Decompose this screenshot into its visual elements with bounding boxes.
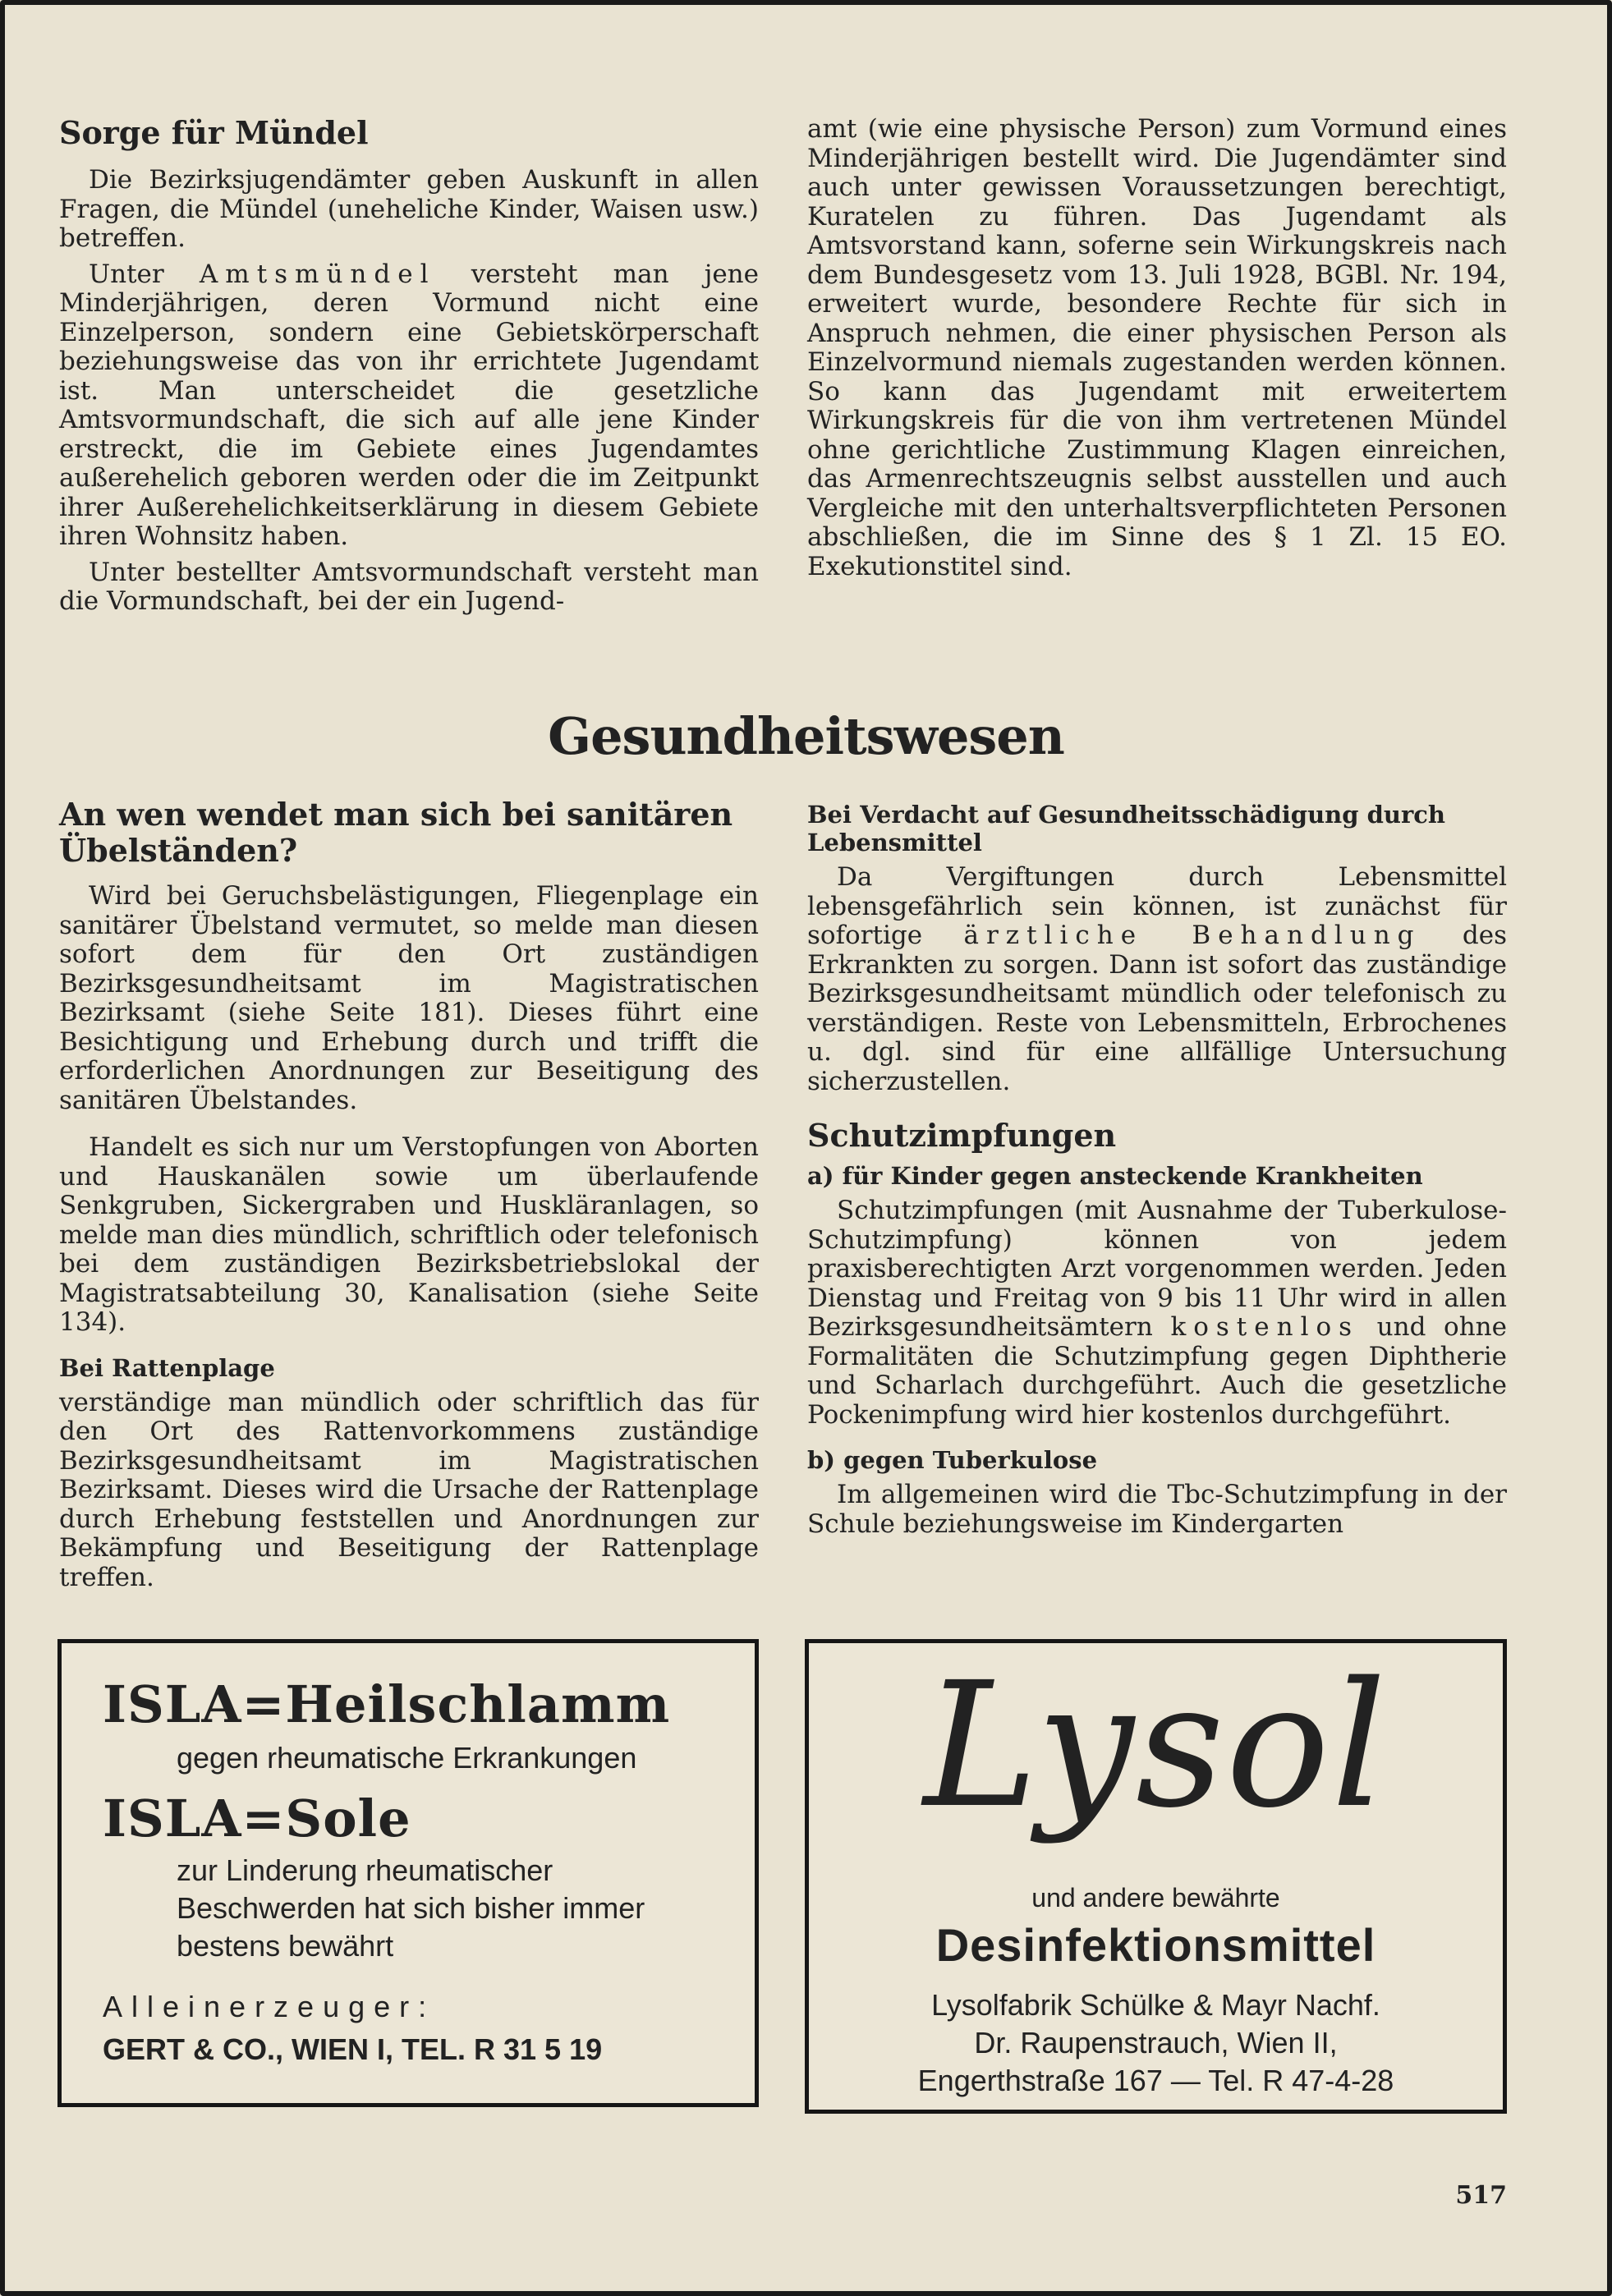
sorge-left-column <box>59 115 759 617</box>
heading-kinder-impfung: a) für Kinder gegen ansteckende Krankheiten <box>807 1162 1423 1190</box>
page-number: 517 <box>1455 2181 1507 2210</box>
heading-tuberkulose: b) gegen Tuberkulose <box>807 1446 1098 1474</box>
sorge-p2-post: versteht man jene Minderjährigen, deren Vormund nicht eine Einzelperson, sondern eine Gebietskörperschaft beziehungsweise das von ihr errichtete Jugendamt ist. Man unterscheidet die gesetzliche Amtsvormundschaft, die sich auf alle jene Kinder erstreckt, die im Gebiete eines Jugendamtes außerehelich geboren werden oder die im Zeitpunkt ihrer Außerehelichkeitserklärung in diesem Gebiete ihren Wohnsitz haben. <box>59 259 759 551</box>
rattenplage-paragraph: verständige man mündlich oder schriftlich das für den Ort des Rattenvorkommens zuständige Bezirksgesundheitsamt im Magistratischen Bezirksamt. Dieses wird die Ursache der Rattenplage durch Erhebung feststellen und Anordnungen zur Bekämpfung und Beseitigung der Rattenplage treffen. <box>59 1387 759 1592</box>
lysol-product: Desinfektionsmittel <box>935 1919 1376 1971</box>
sorge-title: Sorge für Mündel <box>59 114 369 151</box>
heading-sanitaere-uebelstaende: An wen wendet man sich bei sanitären Übelständen? <box>59 796 733 869</box>
sanitaer-paragraph-2: Handelt es sich nur um Verstopfungen von Aborten und Hauskanälen sowie um überlaufende Senkgruben, Sickergraben und Huskläranlagen, so melde man dies mündlich, schriftlich oder telefonisch bei dem zuständigen Bezirksbetriebslokal der Magistratsabteilung 30, Kanalisation (siehe Seite 134). <box>59 1132 759 1337</box>
lebensmittel-pre: Da Vergiftungen durch Lebensmittel lebensgefährlich sein können, ist zunächst für sofortige <box>807 862 1507 950</box>
sorge-paragraph-4: amt (wie eine physische Person) zum Vormund eines Minderjährigen bestellt wird. Die Jugendämter sind auch unter gewissen Voraussetzungen berechtigt, Kuratelen zu führen. Das Jugendamt als Amtsvorstand kann, soferne sein Wirkungskreis nach dem Bundesgesetz vom 13. Juli 1928, BGBl. Nr. 194, erweitert wurde, besondere Rechte für sich in Anspruch nehmen, die einer physischen Person als Einzelvormund niemals zugestanden werden können. So kann das Jugendamt mit erweitertem Wirkungskreis für die von ihm vertretenen Mündel ohne gerichtliche Zustimmung Klagen einreichen, das Armenrechtszeugnis selbst ausstellen und auch Vergleiche mit den unterhaltsverpflichteten Personen abschließen, die im Sinne des § 1 Zl. 15 EO. Exekutionstitel sind. <box>807 114 1507 581</box>
isla-content <box>103 1674 730 2067</box>
lysol-tagline: und andere bewährte <box>1031 1883 1280 1913</box>
sorge-paragraph-1: Die Bezirksjugendämter geben Auskunft in allen Fragen, die Mündel (uneheliche Kinder, Waisen usw.) betreffen. <box>59 165 759 253</box>
sorge-right-column <box>807 115 1507 581</box>
isla-heilschlamm-heading: ISLA=Heilschlamm <box>103 1674 671 1734</box>
lysol-advertisement <box>805 1639 1507 2114</box>
impfung-term-kostenlos: kostenlos <box>1170 1312 1360 1342</box>
isla-producer-label: Alleinerzeuger: <box>103 1990 436 2023</box>
sanitaer-paragraph-1: Wird bei Geruchsbelästigungen, Fliegenplage ein sanitärer Übelstand vermutet, so melde man diesen sofort dem für den Ort zuständigen Bezirksgesundheitsamt im Magistratischen Bezirksamt (siehe Seite 181). Dieses führt eine Besichtigung und Erhebung durch und trifft die erforderlichen Anordnungen zur Beseitigung des sanitären Übelstandes. <box>59 881 759 1115</box>
tuberkulose-paragraph: Im allgemeinen wird die Tbc-Schutzimpfung in der Schule beziehungsweise im Kindergarten <box>807 1480 1507 1539</box>
lebensmittel-term: ärztliche Behandlung <box>963 921 1421 950</box>
section-title: Gesundheitswesen <box>548 706 1064 766</box>
sorge-paragraph-3: Unter bestellter Amtsvormundschaft versteht man die Vormundschaft, bei der ein Jugend- <box>59 557 759 616</box>
lebensmittel-post: des Erkrankten zu sorgen. Dann ist sofort das zuständige Bezirksgesundheitsamt mündlich oder telefonisch zu verständigen. Reste von Lebensmitteln, Erbrochenes u. dgl. sind für eine allfällige Untersuchung sicherzustellen. <box>807 921 1507 1096</box>
lebensmittel-paragraph <box>807 863 1507 1096</box>
impfung-post: und ohne Formalitäten die Schutzimpfung gegen Diphtherie und Scharlach durchgeführt. Auch die gesetzliche Pockenimpfung wird hier kostenlos durchgeführt. <box>807 1312 1507 1430</box>
isla-producer: GERT & CO., WIEN I, TEL. R 31 5 19 <box>103 2032 603 2066</box>
lysol-company: Lysolfabrik Schülke & Mayr Nachf. <box>931 1988 1380 2022</box>
isla-heilschlamm-text: gegen rheumatische Erkrankungen <box>177 1741 637 1775</box>
isla-sole-heading: ISLA=Sole <box>103 1789 411 1848</box>
impfung-pre: Schutzimpfungen (mit Ausnahme der Tuberkulose-Schutzimpfung) können von jedem praxisberechtigten Arzt vorgenommen werden. Jeden Dienstag und Freitag von 9 bis 11 Uhr wird in allen Bezirksgesundheitsämtern <box>807 1196 1507 1342</box>
isla-sole-text: zur Linderung rheumatischer Beschwerden hat sich bisher immer bestens bewährt <box>177 1853 645 1963</box>
lysol-address-1: Dr. Raupenstrauch, Wien II, <box>974 2026 1338 2060</box>
gesundheit-right-column <box>807 801 1507 1539</box>
sorge-paragraph-2 <box>59 260 759 552</box>
kinder-impfung-paragraph <box>807 1196 1507 1430</box>
heading-rattenplage: Bei Rattenplage <box>59 1353 275 1382</box>
lysol-logo: Lysol <box>923 1645 1389 1846</box>
sorge-p2-pre: Unter <box>89 259 164 289</box>
lysol-address-2: Engerthstraße 167 — Tel. R 47-4-28 <box>917 2064 1394 2097</box>
heading-schutzimpfungen: Schutzimpfungen <box>807 1117 1117 1154</box>
sorge-term-amtsmuendel: Amtsmündel <box>199 259 436 289</box>
heading-lebensmittel: Bei Verdacht auf Gesundheitsschädigung durch Lebensmittel <box>807 801 1446 856</box>
gesundheit-left-column <box>59 797 759 1592</box>
isla-advertisement <box>57 1639 759 2107</box>
